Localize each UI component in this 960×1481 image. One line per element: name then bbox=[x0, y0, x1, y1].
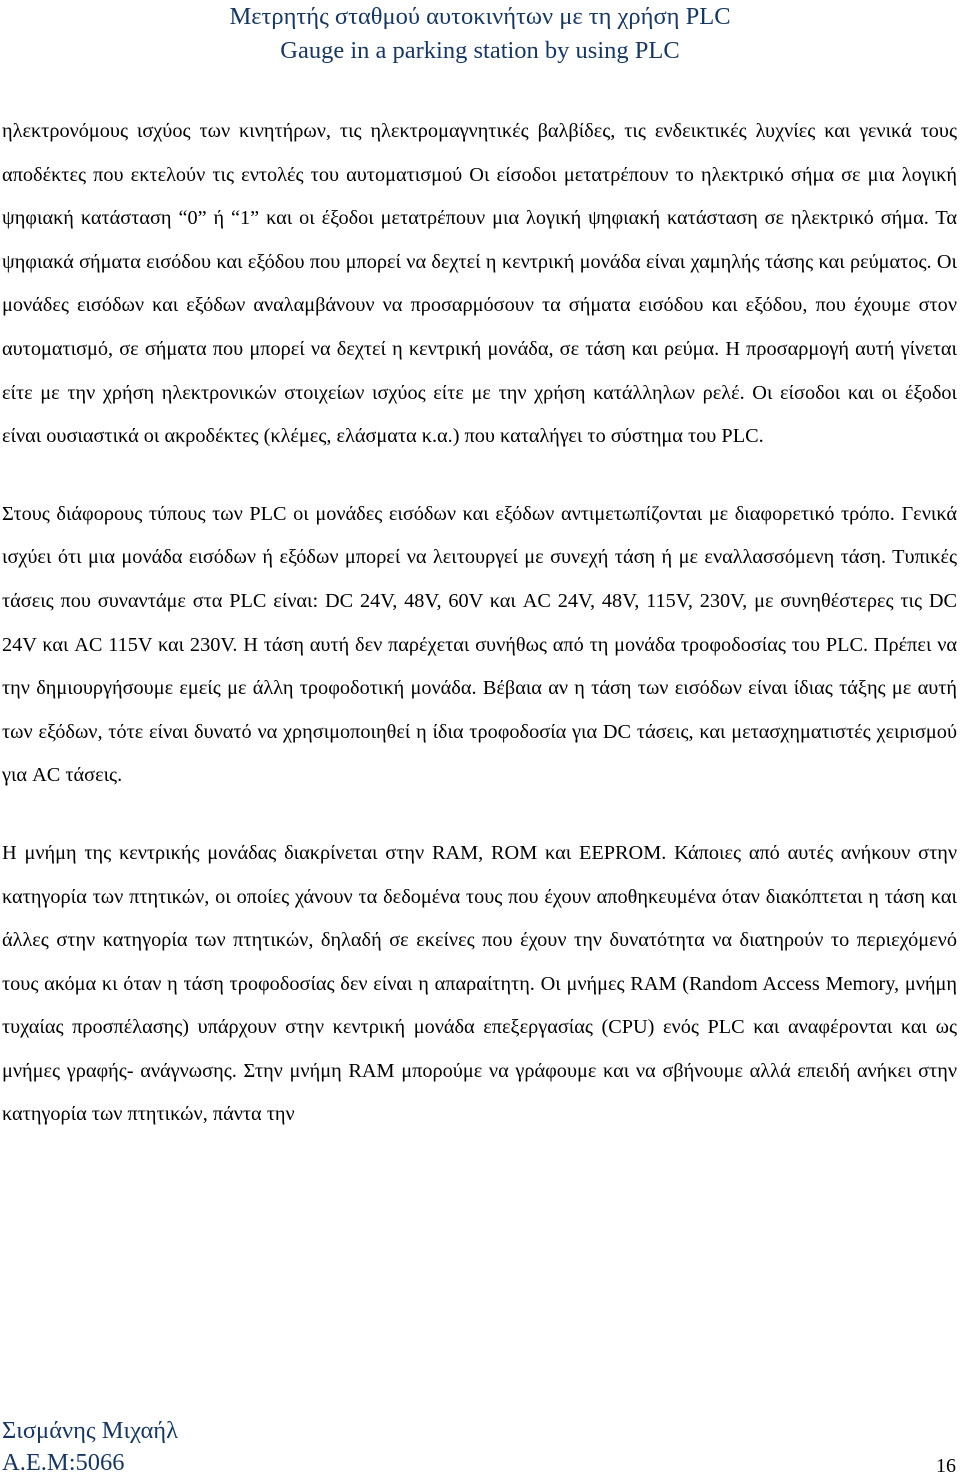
header-title-greek: Μετρητής σταθμού αυτοκινήτων με τη χρήση PLC bbox=[229, 3, 731, 30]
page-body bbox=[2, 110, 957, 1137]
page-number: 16 bbox=[936, 1455, 956, 1477]
body-paragraph-inputs-outputs: ηλεκτρονόμους ισχύος των κινητήρων, τις ηλεκτρομαγνητικές βαλβίδες, τις ενδεικτικές λυχνίες και γενικά τους αποδέκτες που εκτελούν τις εντολές του αυτοματισμού Οι είσοδοι μετατρέπουν το ηλεκτρικό σήμα σε μια λογική ψηφιακή κατάσταση “0” ή “1” και οι έξοδοι μετατρέπουν μια λογική ψηφιακή κατάσταση σε ηλεκτρικό σήμα. Τα ψηφιακά σήματα εισόδου και εξόδου που μπορεί να δεχτεί η κεντρική μονάδα είναι χαμηλής τάσης και ρεύματος. Οι μονάδες εισόδων και εξόδων αναλαμβάνουν να προσαρμόσουν τα σήματα εισόδου και εξόδου, που έχουμε στον αυτοματισμό, σε σήματα που μπορεί να δεχτεί η κεντρική μονάδα, σε τάση και ρεύμα. Η προσαρμογή αυτή γίνεται είτε με την χρήση ηλεκτρονικών στοιχείων ισχύος είτε με την χρήση κατάλληλων ρελέ. Οι είσοδοι και οι έξοδοι είναι ουσιαστικά οι ακροδέκτες (κλέμες, ελάσματα κ.α.) που καταλήγει το σύστημα του PLC. bbox=[2, 120, 957, 448]
body-paragraph-memory: Η μνήμη της κεντρικής μονάδας διακρίνεται στην RAM, ROM και EEPROM. Κάποιες από αυτές ανήκουν στην κατηγορία των πτητικών, οι οποίες χάνουν τα δεδομένα τους που έχουν αποθηκευμένα όταν διακόπτεται η τάση και άλλες στην κατηγορία των πτητικών, δηλαδή σε εκείνες που έχουν την δυνατότητα να διατηρούν το περιεχόμενό τους ακόμα κι όταν η τάση τροφοδοσίας δεν είναι η απαραίτητη. Οι μνήμες RAM (Random Access Memory, μνήμη τυχαίας προσπέλασης) υπάρχουν στην κεντρική μονάδα επεξεργασίας (CPU) ενός PLC και αναφέρονται και ως μνήμες γραφής- ανάγνωσης. Στην μνήμη RAM μπορούμε να γράφουμε και να σβήνουμε αλλά επειδή ανήκει στην κατηγορία των πτητικών, πάντα την bbox=[2, 841, 957, 1126]
footer-author: Σισμάνης Μιχαήλ bbox=[2, 1417, 178, 1444]
header-title-english: Gauge in a parking station by using PLC bbox=[280, 37, 680, 64]
page-footer bbox=[0, 1414, 960, 1481]
page-header bbox=[0, 0, 960, 68]
body-paragraph-voltages: Στους διάφορους τύπους των PLC οι μονάδες εισόδων και εξόδων αντιμετωπίζονται με διαφορετικό τρόπο. Γενικά ισχύει ότι μια μονάδα εισόδων ή εξόδων μπορεί να λειτουργεί με συνεχή τάση ή με εναλλασσόμενη τάση. Τυπικές τάσεις που συναντάμε στα PLC είναι: DC 24V, 48V, 60V και AC 24V, 48V, 115V, 230V, με συνηθέστερες τις DC 24V και AC 115V και 230V. Η τάση αυτή δεν παρέχεται συνήθως από τη μονάδα τροφοδοσίας του PLC. Πρέπει να την δημιουργήσουμε εμείς με άλλη τροφοδοτική μονάδα. Βέβαια αν η τάση των εισόδων είναι ίδιας τάξης με αυτή των εξόδων, τότε είναι δυνατό να χρησιμοποιηθεί η ίδια τροφοδοσία για DC τάσεις, και μετασχηματιστές χειρισμού για AC τάσεις. bbox=[2, 502, 957, 787]
footer-student-id: Α.Ε.Μ:5066 bbox=[2, 1449, 125, 1476]
